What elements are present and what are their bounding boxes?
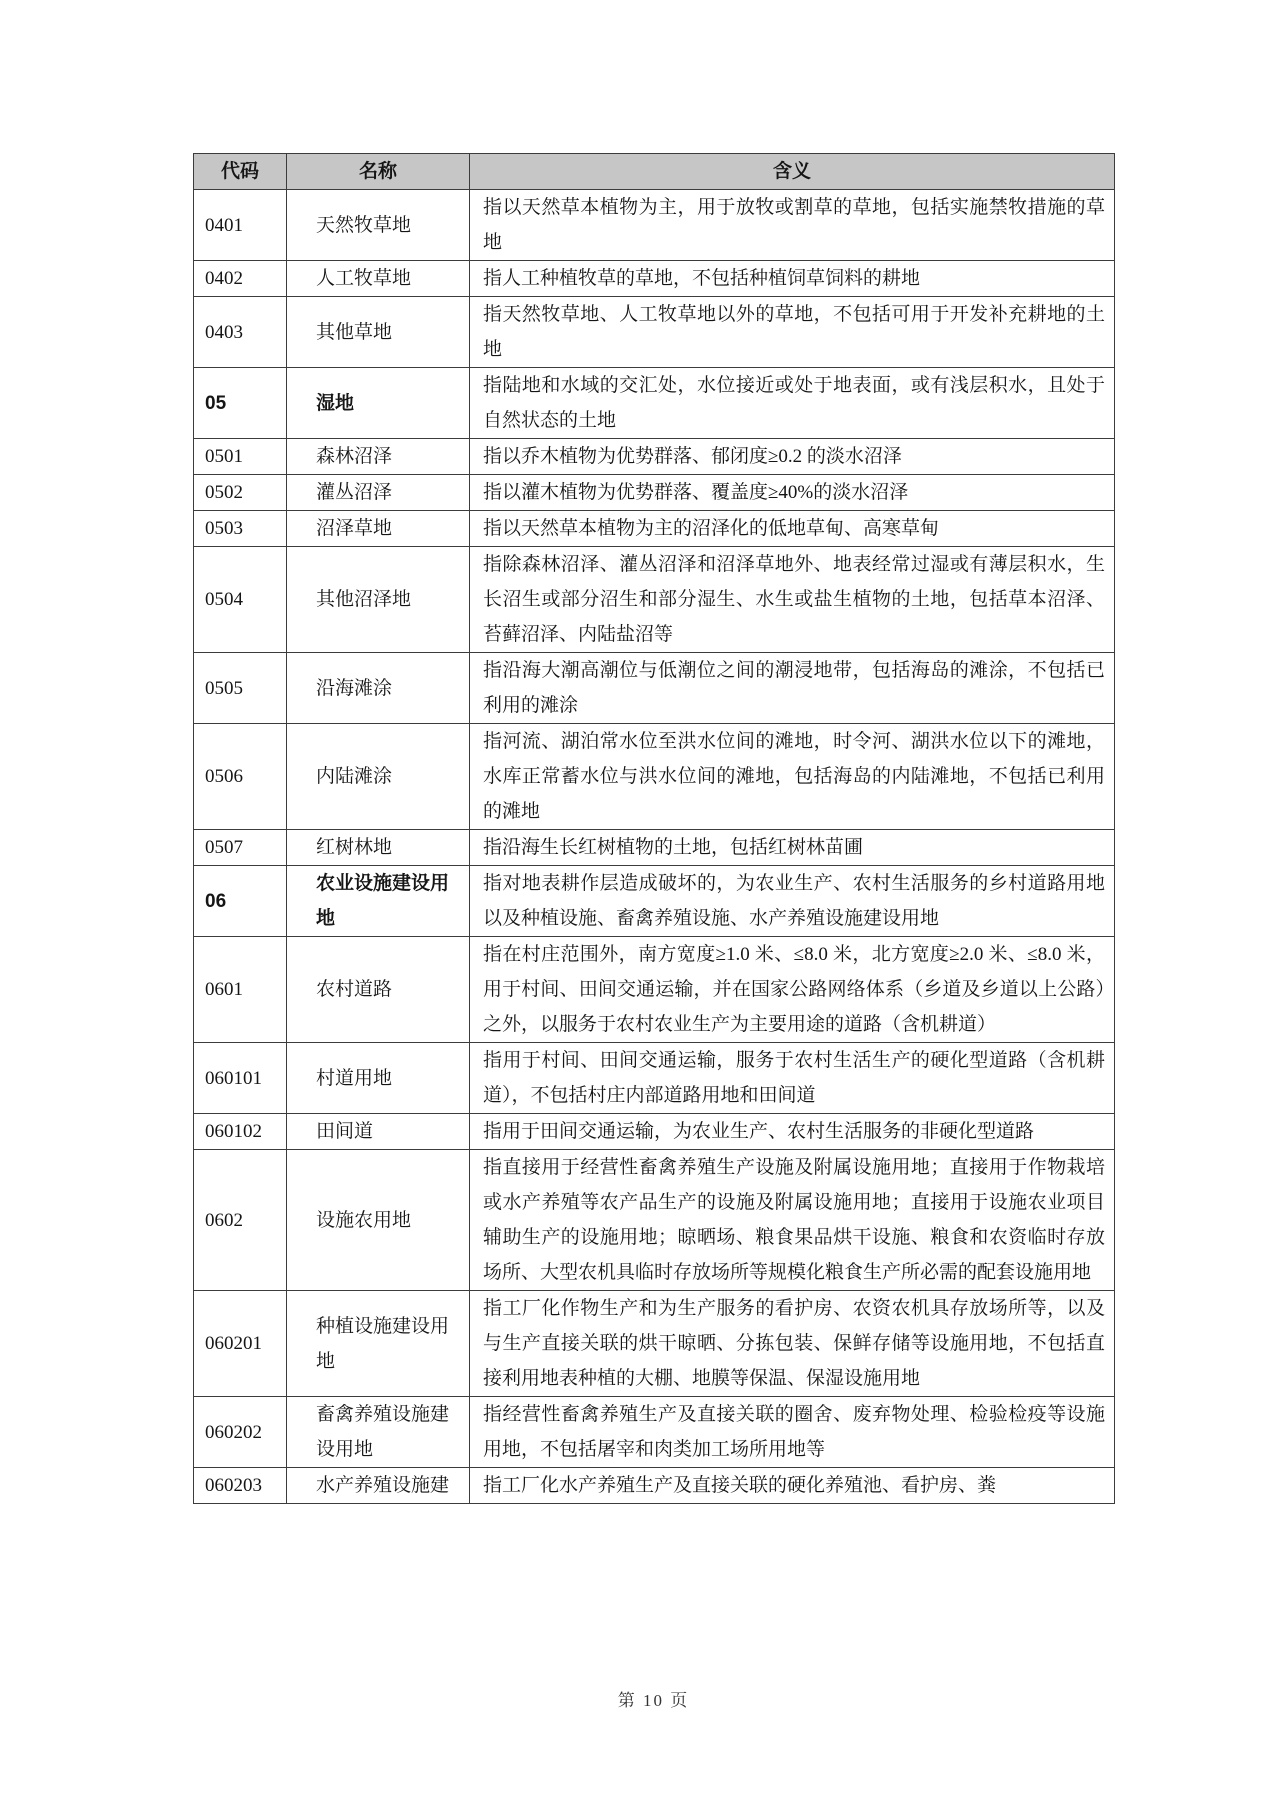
- meaning-cell: 指除森林沼泽、灌丛沼泽和沼泽草地外、地表经常过湿或有薄层积水，生长沼生或部分沼生和部分湿生、水生或盐生植物的土地，包括草本沼泽、苔藓沼泽、内陆盐沼等: [470, 547, 1115, 653]
- name-cell: 其他沼泽地: [287, 547, 470, 653]
- code-cell: 0501: [194, 439, 287, 475]
- name-cell: 森林沼泽: [287, 439, 470, 475]
- code-cell: 0502: [194, 475, 287, 511]
- column-header-name: 名称: [287, 154, 470, 190]
- code-cell: 0403: [194, 297, 287, 368]
- meaning-cell: 指以灌木植物为优势群落、覆盖度≥40%的淡水沼泽: [470, 475, 1115, 511]
- page-number: 第 10 页: [617, 1691, 690, 1710]
- code-cell: 0504: [194, 547, 287, 653]
- name-cell: 畜禽养殖设施建设用地: [287, 1397, 470, 1468]
- code-cell: 0402: [194, 261, 287, 297]
- table-row: [194, 439, 1115, 475]
- name-cell: 农村道路: [287, 937, 470, 1043]
- code-cell: 0503: [194, 511, 287, 547]
- table-header-row: [194, 154, 1115, 190]
- name-cell: 农业设施建设用地: [287, 866, 470, 937]
- meaning-cell: 指用于村间、田间交通运输，服务于农村生活生产的硬化型道路（含机耕道），不包括村庄内部道路用地和田间道: [470, 1043, 1115, 1114]
- name-cell: 村道用地: [287, 1043, 470, 1114]
- meaning-cell: 指直接用于经营性畜禽养殖生产设施及附属设施用地；直接用于作物栽培或水产养殖等农产品生产的设施及附属设施用地；直接用于设施农业项目辅助生产的设施用地；晾晒场、粮食果品烘干设施、粮食和农资临时存放场所、大型农机具临时存放场所等规模化粮食生产所必需的配套设施用地: [470, 1150, 1115, 1291]
- table-row: [194, 1114, 1115, 1150]
- meaning-cell: 指天然牧草地、人工牧草地以外的草地，不包括可用于开发补充耕地的土地: [470, 297, 1115, 368]
- name-cell: 设施农用地: [287, 1150, 470, 1291]
- table-row: [194, 724, 1115, 830]
- table-row: [194, 1468, 1115, 1504]
- code-cell: 0505: [194, 653, 287, 724]
- meaning-cell: 指以乔木植物为优势群落、郁闭度≥0.2 的淡水沼泽: [470, 439, 1115, 475]
- name-cell: 田间道: [287, 1114, 470, 1150]
- meaning-cell: 指沿海大潮高潮位与低潮位之间的潮浸地带，包括海岛的滩涂，不包括已利用的滩涂: [470, 653, 1115, 724]
- meaning-cell: 指工厂化作物生产和为生产服务的看护房、农资农机具存放场所等，以及与生产直接关联的烘干晾晒、分拣包装、保鲜存储等设施用地，不包括直接利用地表种植的大棚、地膜等保温、保湿设施用地: [470, 1291, 1115, 1397]
- meaning-cell: 指沿海生长红树植物的土地，包括红树林苗圃: [470, 830, 1115, 866]
- name-cell: 水产养殖设施建: [287, 1468, 470, 1504]
- code-cell: 060201: [194, 1291, 287, 1397]
- table-row: [194, 511, 1115, 547]
- table-row: [194, 1043, 1115, 1114]
- table-row-section: [194, 368, 1115, 439]
- meaning-cell: 指以天然草本植物为主的沼泽化的低地草甸、高寒草甸: [470, 511, 1115, 547]
- table-row: [194, 190, 1115, 261]
- table-row: [194, 475, 1115, 511]
- table-row: [194, 830, 1115, 866]
- table-row: [194, 1150, 1115, 1291]
- code-cell: 060202: [194, 1397, 287, 1468]
- table-row: [194, 297, 1115, 368]
- meaning-cell: 指以天然草本植物为主，用于放牧或割草的草地，包括实施禁牧措施的草地: [470, 190, 1115, 261]
- meaning-cell: 指河流、湖泊常水位至洪水位间的滩地，时令河、湖洪水位以下的滩地，水库正常蓄水位与洪水位间的滩地，包括海岛的内陆滩地，不包括已利用的滩地: [470, 724, 1115, 830]
- table-row: [194, 1291, 1115, 1397]
- column-header-code: 代码: [194, 154, 287, 190]
- name-cell: 种植设施建设用地: [287, 1291, 470, 1397]
- code-cell: 0507: [194, 830, 287, 866]
- meaning-cell: 指用于田间交通运输，为农业生产、农村生活服务的非硬化型道路: [470, 1114, 1115, 1150]
- code-cell: 0506: [194, 724, 287, 830]
- meaning-cell: 指工厂化水产养殖生产及直接关联的硬化养殖池、看护房、粪: [470, 1468, 1115, 1504]
- name-cell: 沿海滩涂: [287, 653, 470, 724]
- code-cell: 060203: [194, 1468, 287, 1504]
- name-cell: 内陆滩涂: [287, 724, 470, 830]
- name-cell: 湿地: [287, 368, 470, 439]
- name-cell: 其他草地: [287, 297, 470, 368]
- table-row: [194, 937, 1115, 1043]
- name-cell: 沼泽草地: [287, 511, 470, 547]
- code-cell: 0601: [194, 937, 287, 1043]
- code-cell: 06: [194, 866, 287, 937]
- code-cell: 05: [194, 368, 287, 439]
- name-cell: 天然牧草地: [287, 190, 470, 261]
- table-row: [194, 653, 1115, 724]
- table-row-section: [194, 866, 1115, 937]
- land-use-classification-table: [193, 153, 1115, 1504]
- code-cell: 0401: [194, 190, 287, 261]
- code-cell: 060102: [194, 1114, 287, 1150]
- meaning-cell: 指对地表耕作层造成破坏的，为农业生产、农村生活服务的乡村道路用地以及种植设施、畜禽养殖设施、水产养殖设施建设用地: [470, 866, 1115, 937]
- table-row: [194, 1397, 1115, 1468]
- meaning-cell: 指人工种植牧草的草地，不包括种植饲草饲料的耕地: [470, 261, 1115, 297]
- table-row: [194, 547, 1115, 653]
- table-row: [194, 261, 1115, 297]
- code-cell: 060101: [194, 1043, 287, 1114]
- name-cell: 灌丛沼泽: [287, 475, 470, 511]
- name-cell: 人工牧草地: [287, 261, 470, 297]
- meaning-cell: 指在村庄范围外，南方宽度≥1.0 米、≤8.0 米，北方宽度≥2.0 米、≤8.0 米，用于村间、田间交通运输，并在国家公路网络体系（乡道及乡道以上公路）之外，以服务于农村农业生产为主要用途的道路（含机耕道）: [470, 937, 1115, 1043]
- meaning-cell: 指陆地和水域的交汇处，水位接近或处于地表面，或有浅层积水，且处于自然状态的土地: [470, 368, 1115, 439]
- meaning-cell: 指经营性畜禽养殖生产及直接关联的圈舍、废弃物处理、检验检疫等设施用地，不包括屠宰和肉类加工场所用地等: [470, 1397, 1115, 1468]
- name-cell: 红树林地: [287, 830, 470, 866]
- code-cell: 0602: [194, 1150, 287, 1291]
- column-header-meaning: 含义: [470, 154, 1115, 190]
